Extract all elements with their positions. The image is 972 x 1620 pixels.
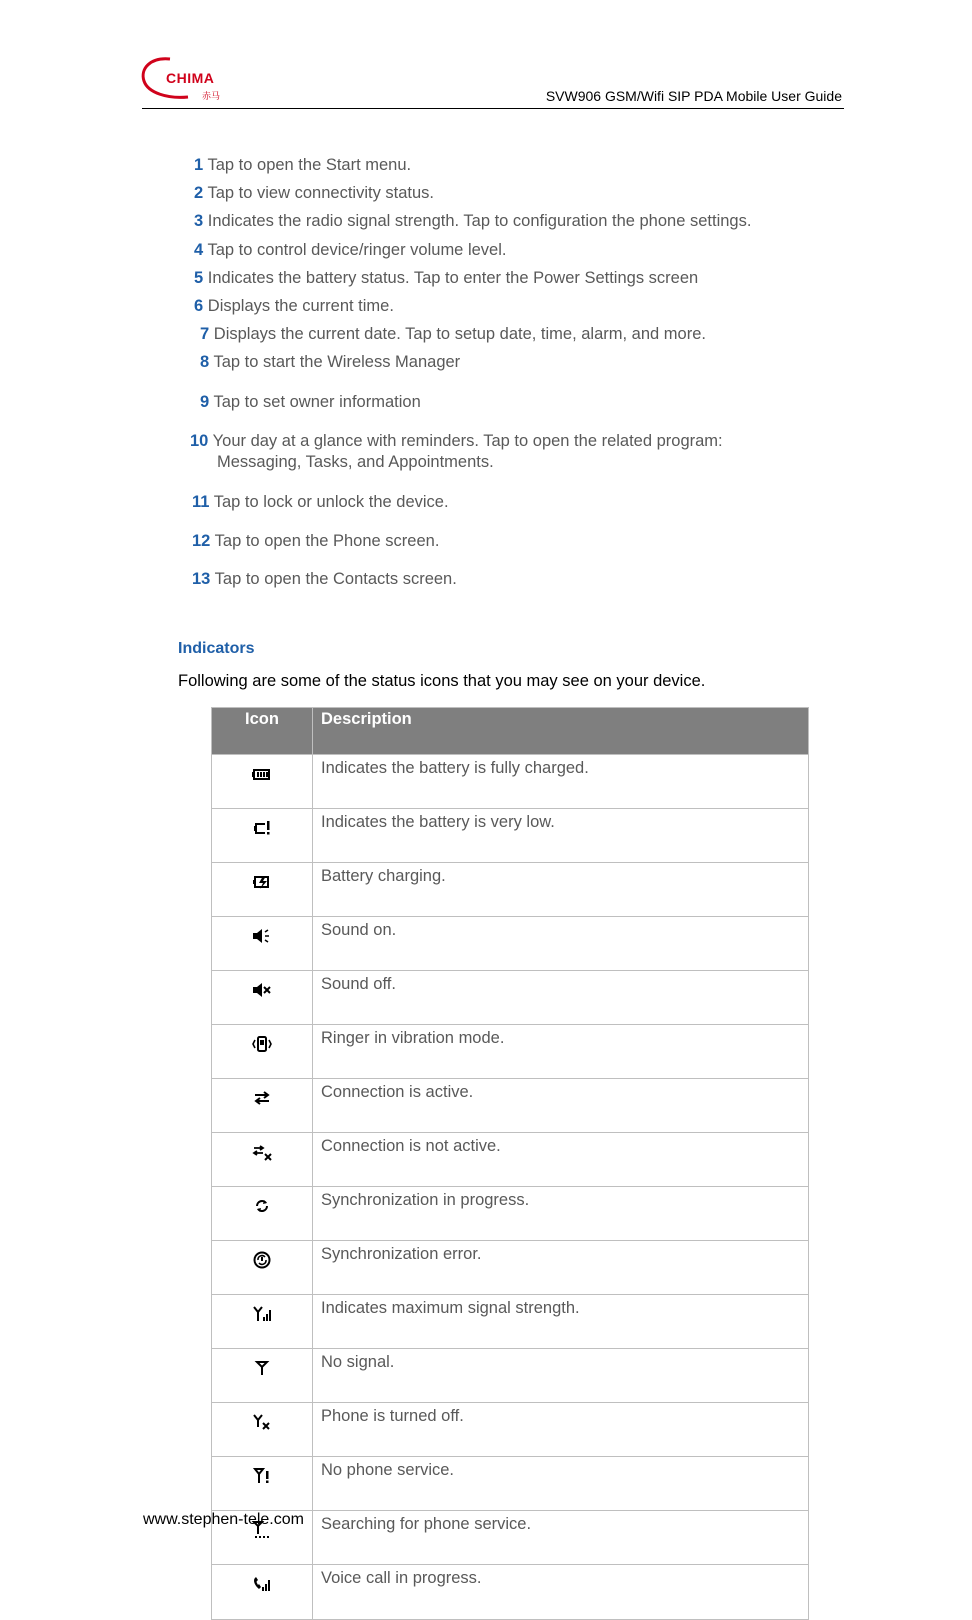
list-item-number: 1	[194, 156, 204, 174]
signal-max-icon	[251, 1305, 273, 1323]
section-heading-indicators: Indicators	[178, 640, 255, 657]
list-item	[194, 182, 434, 205]
indicators-intro: Following are some of the status icons that you may see on your device.	[178, 672, 706, 690]
table-cell-description: Connection is not active.	[313, 1133, 809, 1187]
list-item-number: 12	[192, 532, 211, 550]
list-item	[200, 391, 421, 414]
sync-error-icon	[251, 1251, 273, 1269]
connection-inactive-icon	[251, 1143, 273, 1161]
sync-icon	[251, 1197, 273, 1215]
logo-subtext: 赤马	[202, 92, 221, 102]
table-row	[212, 1133, 809, 1187]
table-cell-description: Ringer in vibration mode.	[313, 1025, 809, 1079]
list-item	[200, 323, 706, 346]
list-item	[194, 295, 394, 318]
list-item-number: 11	[192, 493, 210, 511]
list-item	[192, 568, 457, 591]
table-cell-description: Synchronization error.	[313, 1241, 809, 1295]
table-row	[212, 917, 809, 971]
list-item-number: 3	[194, 212, 204, 230]
table-cell-description: Sound off.	[313, 971, 809, 1025]
list-item	[192, 491, 449, 514]
logo-text: CHIMA	[166, 70, 215, 86]
list-item-number: 2	[194, 184, 204, 202]
table-row	[212, 1565, 809, 1620]
list-item-text: Displays the current time.	[207, 297, 394, 315]
list-item	[192, 530, 439, 553]
list-item-text: Tap to open the Phone screen.	[214, 532, 440, 550]
table-header-row	[212, 708, 809, 755]
list-item	[200, 351, 460, 374]
table-cell-description: Battery charging.	[313, 863, 809, 917]
vibration-icon	[251, 1035, 273, 1053]
table-row	[212, 1295, 809, 1349]
no-signal-icon	[251, 1359, 273, 1377]
table-cell-description: Connection is active.	[313, 1079, 809, 1133]
table-cell-description: Indicates the battery is very low.	[313, 809, 809, 863]
table-cell-description: Sound on.	[313, 917, 809, 971]
voice-call-icon	[251, 1575, 273, 1593]
battery-charging-icon	[251, 873, 273, 891]
list-item	[194, 154, 411, 177]
table-row	[212, 755, 809, 809]
list-item	[194, 239, 506, 262]
table-row	[212, 1349, 809, 1403]
sound-off-icon	[251, 981, 273, 999]
table-cell-description: Indicates the battery is fully charged.	[313, 755, 809, 809]
list-item-text: Indicates the battery status. Tap to enter the Power Settings screen	[207, 269, 699, 287]
table-cell-description: No phone service.	[313, 1457, 809, 1511]
list-item-continuation: Messaging, Tasks, and Appointments.	[217, 453, 494, 471]
table-row	[212, 1025, 809, 1079]
table-row	[212, 1457, 809, 1511]
column-header-description: Description	[313, 708, 809, 755]
list-item-number: 4	[194, 241, 204, 259]
header-divider	[142, 108, 844, 109]
sound-on-icon	[251, 927, 273, 945]
table-row	[212, 1403, 809, 1457]
table-cell-description: Indicates maximum signal strength.	[313, 1295, 809, 1349]
list-item-number: 9	[200, 393, 210, 411]
list-item-number: 13	[192, 570, 211, 588]
table-cell-description: Voice call in progress.	[313, 1565, 809, 1620]
list-item	[194, 267, 698, 290]
list-item-text: Tap to open the Contacts screen.	[214, 570, 457, 588]
battery-low-icon	[251, 819, 273, 837]
table-row	[212, 1241, 809, 1295]
list-item-text: Tap to view connectivity status.	[207, 184, 435, 202]
table-row	[212, 1187, 809, 1241]
list-item-number: 7	[200, 325, 210, 343]
list-item-text: Tap to set owner information	[213, 393, 421, 411]
list-item-text: Your day at a glance with reminders. Tap to open the related program:	[212, 432, 723, 450]
status-icons-table	[211, 707, 809, 1620]
table-row	[212, 971, 809, 1025]
list-item-text: Tap to start the Wireless Manager	[213, 353, 461, 371]
list-item-number: 6	[194, 297, 204, 315]
list-item-number: 10	[190, 432, 209, 450]
list-item-number: 8	[200, 353, 210, 371]
list-item-number: 5	[194, 269, 204, 287]
table-cell-description: Phone is turned off.	[313, 1403, 809, 1457]
list-item	[194, 210, 751, 233]
list-item-text: Tap to open the Start menu.	[207, 156, 412, 174]
list-item	[190, 430, 723, 453]
no-service-icon	[251, 1467, 273, 1485]
phone-off-icon	[251, 1413, 273, 1431]
list-item-text: Tap to lock or unlock the device.	[213, 493, 449, 511]
list-item-text: Tap to control device/ringer volume level.	[207, 241, 507, 259]
table-cell-description: Synchronization in progress.	[313, 1187, 809, 1241]
list-item-text: Displays the current date. Tap to setup date, time, alarm, and more.	[213, 325, 706, 343]
table-row	[212, 809, 809, 863]
table-row	[212, 1079, 809, 1133]
table-cell-description: Searching for phone service.	[313, 1511, 809, 1565]
connection-active-icon	[251, 1089, 273, 1107]
list-item-text: Indicates the radio signal strength. Tap to configuration the phone settings.	[207, 212, 752, 230]
footer-url: www.stephen-tele.com	[143, 1511, 304, 1528]
table-cell-description: No signal.	[313, 1349, 809, 1403]
table-row	[212, 863, 809, 917]
battery-full-icon	[251, 765, 273, 783]
column-header-icon: Icon	[212, 708, 313, 755]
document-title: SVW906 GSM/Wifi SIP PDA Mobile User Guide	[545, 88, 842, 104]
